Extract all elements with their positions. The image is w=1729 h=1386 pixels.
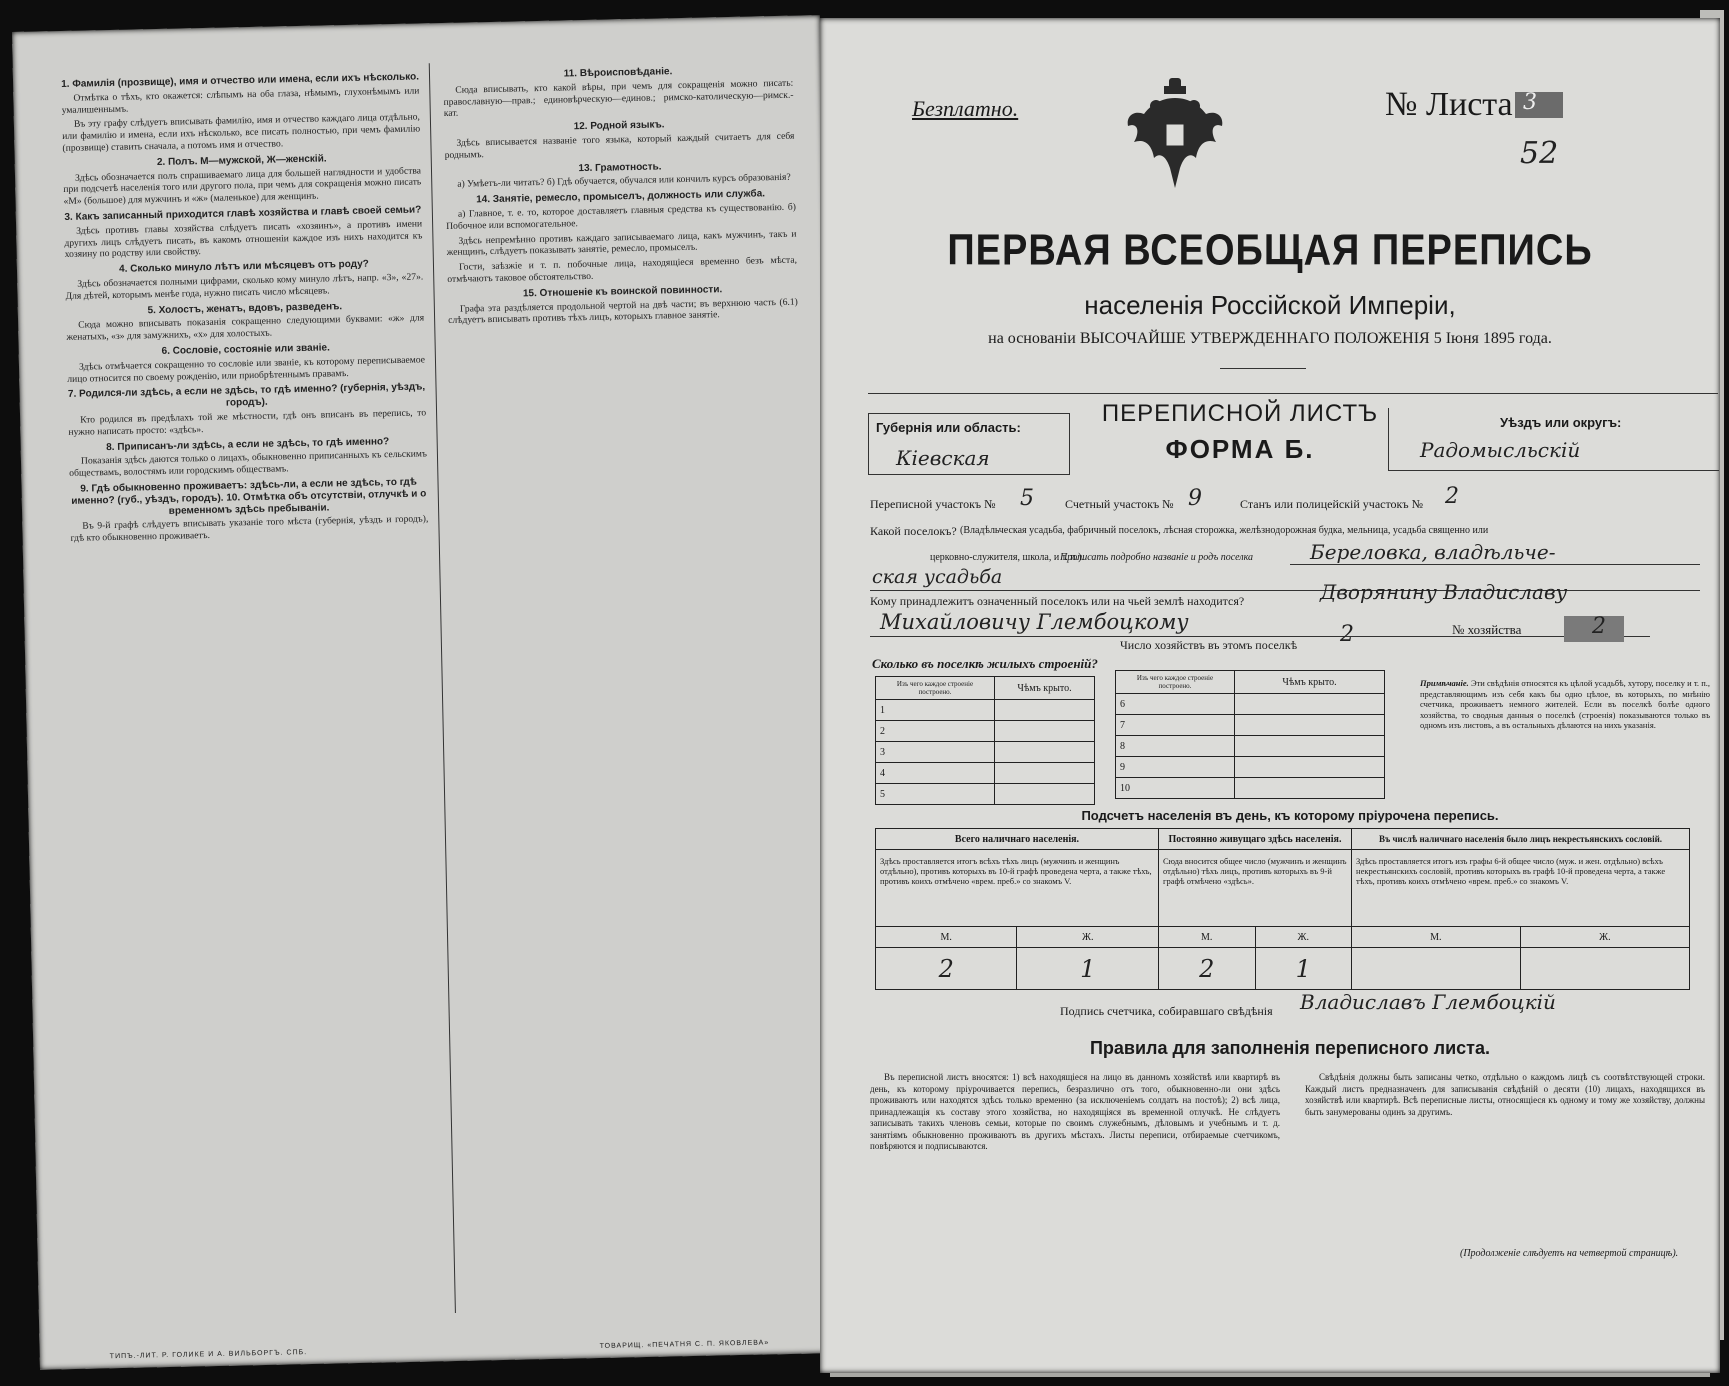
count-area-label: Счетный участокъ № [1065,497,1174,511]
settlement-line-1 [1290,564,1700,565]
count-text-permanent: Сюда вносится общее число (мужчинъ и женщинъ отдѣльно) тѣхъ лицъ, противъ которыхъ въ 9-й графѣ отмѣчено «здѣсь». [1158,850,1351,927]
col-m: М. [1158,927,1255,948]
instruction-paragraph: Здѣсь обозначается полными цифрами, сколько кому минуло лѣтъ, напр. «3», «27». Для дѣтей, которымъ менѣе года, нужно писать число мѣсяцевъ. [65,271,424,302]
bld-row: 7 [1116,715,1235,736]
instruction-heading: 15. Отношеніе къ воинской повинности. [522,283,723,300]
instruction-paragraph: Въ эту графу слѣдуетъ вписывать фамилію, имя и отчество каждаго лица отдѣльно, или фамилію и имена, если ихъ нѣсколько, все писать полностью, при чемъ фамилію (прозвище) ставить сначала, а потомъ имя и отчество. [62,111,421,154]
free-label: Безплатно. [912,96,1019,121]
household-number-value: 2 [1592,614,1606,639]
gubernia-label: Губернія или область: [876,420,1021,435]
instruction-heading: 1. Фамилія (прозвище), имя и отчество или имена, если ихъ нѣсколько. [61,71,420,90]
printer-imprint-right: ТОВАРИЩ. «ПЕЧАТНЯ С. П. ЯКОВЛЕВА» [599,1339,770,1350]
instruction-heading: 4. Сколько минуло лѣтъ или мѣсяцевъ отъ роду? [118,258,369,275]
stan-label: Станъ или полицейскій участокъ № [1240,497,1424,511]
bld-head-material: Изъ чего каждое строеніе построено. [1116,671,1235,694]
col-m: М. [876,927,1017,948]
left-instructions-page [12,15,848,1370]
instructions-column-1 [61,67,445,1324]
owner-label: Кому принадлежитъ означенный поселокъ или на чьей землѣ находится? [870,594,1245,608]
bld-row: 5 [876,784,995,805]
bld-row: 3 [876,742,995,763]
instruction-paragraph: а) Умѣетъ-ли читать? б) Гдѣ обучается, обучался или кончилъ курсъ образованія? [457,172,791,191]
present-male-count: 2 [876,948,1017,990]
instruction-heading: 13. Грамотность. [578,161,662,174]
stan-value: 2 [1445,484,1459,509]
sheet-number-value: 3 [1523,90,1537,115]
bld-row: 8 [1116,736,1235,757]
count-text-non-peasant: Здѣсь проставляется итогъ изъ графы 6-й общее число (муж. и жен. отдѣльно) всѣхъ некрестьянскихъ сословій, противъ которыхъ въ графѣ 10-й проведена черта, а также тѣхъ, противъ коихъ отмѣчено «врем. преб.» со знакомъ V. [1352,850,1690,927]
non-peasant-female-count [1520,948,1689,990]
census-subtitle: населенія Россійской Имперіи, [1084,290,1456,320]
owner-line-2 [870,636,1650,637]
form-b-title: ФОРМА Б. [1165,434,1315,464]
bld-row: 1 [876,700,995,721]
bld-row: 9 [1116,757,1235,778]
count-area-value: 9 [1188,486,1202,511]
instruction-heading: 12. Родной языкъ. [573,119,665,133]
instruction-paragraph: Графа эта раздѣляется продольной чертой на двѣ части; въ верхнюю часть (6.1) слѣдуетъ вписывать противъ тѣхъ лицъ, которыхъ главное занятіе. [448,296,798,327]
census-area-value: 5 [1020,486,1034,511]
settlement-line-2 [870,590,1700,591]
imperial-eagle-emblem [1120,76,1230,196]
signature-value: Владиславъ Глембоцкій [1300,990,1556,1014]
note-text: Эти свѣдѣнія относятся къ цѣлой усадьбѣ, хутору, поселку и т. п., представляющимъ изъ себя какъ бы одно цѣлое, въ которыхъ, по мнѣнію счетчика, проживаетъ немного жителей. Если въ поселкѣ болѣе одного хозяйства, то сводныя данныя о поселкѣ (строенія) показываются только въ одномъ изъ листовъ, а въ остальныхъ дѣлаются на нихъ указанія. [1420,678,1710,731]
instruction-paragraph: Отмѣтка о тѣхъ, кто окажется: слѣпымъ на оба глаза, нѣмымъ, глухонѣмымъ или умалишеннымъ. [61,85,420,116]
title-rule [1220,368,1306,369]
settlement-hint-2: церковно-служителя, школа, и т. п.). [930,552,1084,563]
households-value: 2 [1340,622,1354,647]
bld-row: 4 [876,763,995,784]
instruction-paragraph: Кто родился въ предѣлахъ той же мѣстности, гдѣ онъ вписанъ въ перепись, то нужно написать просто: «здѣсь». [68,407,427,438]
census-title: ПЕРВАЯ ВСЕОБЩАЯ ПЕРЕПИСЬ [947,226,1593,276]
buildings-label: Сколько въ поселкѣ жилыхъ строеній? [872,656,1098,671]
uezd-label: Уѣздъ или округъ: [1500,415,1622,430]
instruction-heading: 3. Какъ записанный приходится главѣ хозяйства и главѣ своей семьи? [64,204,422,223]
instruction-heading: 7. Родился-ли здѣсь, а если не здѣсь, то гдѣ именно? (губернія, уѣздъ, городъ). [67,381,426,409]
census-basis: на основаніи ВЫСОЧАЙШЕ УТВЕРЖДЕННАГО ПОЛОЖЕНІЯ 5 Іюня 1895 года. [988,330,1552,347]
count-text-present: Здѣсь проставляется итогъ всѣхъ тѣхъ лицъ (мужчинъ и женщинъ отдѣльно), противъ которыхъ въ 10-й графѣ проведена черта, а также тѣхъ, противъ коихъ отмѣчено «врем. преб.» со знакомъ V. [876,850,1159,927]
census-area-label: Переписной участокъ № [870,497,996,511]
count-head-present: Всего наличнаго населенія. [876,829,1159,850]
gubernia-value: Кіевская [896,446,990,470]
instruction-paragraph: Здѣсь отмѣчается сокращенно то сословіе или званіе, къ которому переписываемое лицо относится по своему рожденію, или приобрѣтеннымъ правамъ. [67,354,426,385]
instruction-paragraph: а) Главное, т. е. то, которое доставляетъ главныя средства къ существованію. б) Побочное или вспомогательное. [446,201,796,232]
settlement-value-1: Береловка, владѣльче- [1310,540,1556,564]
header-rule-top [868,393,1718,394]
households-label: Число хозяйствъ въ этомъ поселкѣ [1120,638,1298,652]
buildings-table-right [1115,670,1385,799]
instruction-heading: 6. Сословіе, состояніе или званіе. [161,342,330,357]
instruction-heading: 5. Холостъ, женатъ, вдовъ, разведенъ. [147,300,343,316]
present-female-count: 1 [1017,948,1159,990]
census-form-page [820,18,1720,1373]
owner-value-1: Дворянину Владиславу [1320,580,1568,604]
col-m: М. [1352,927,1521,948]
count-head-non-peasant: Въ числѣ наличнаго населенія было лицъ некрестьянскихъ сословій. [1352,829,1690,850]
instruction-paragraph: Показанія здѣсь даются только о лицахъ, обыкновенно приписанныхъ къ сельскимъ обществамъ, волостямъ или городскимъ обществамъ. [69,448,428,480]
note-label: Примѣчаніе. [1420,678,1469,688]
instructions-column-2 [443,60,819,1317]
instruction-paragraph: Гости, заѣзжіе и т. п. побочные лица, находящіеся временно безъ мѣста, отмѣчаютъ таковое обстоятельство. [447,254,798,285]
population-count-table [875,828,1690,990]
instruction-heading: 2. Полъ. М—мужской, Ж—женскій. [156,153,327,168]
list-title: ПЕРЕПИСНОЙ ЛИСТЪ [1101,400,1379,427]
bld-row: 10 [1116,778,1235,799]
instruction-paragraph: Здѣсь вписывается названіе того языка, который каждый считаетъ для себя роднымъ. [444,130,795,161]
signature-label: Подпись счетчика, собиравшаго свѣдѣнія [1060,1004,1273,1018]
instruction-paragraph: Сюда можно вписывать показанія сокращенно следующими буквами: «ж» для женатыхъ, «з» для замужнихъ, «х» для холостыхъ. [66,312,425,344]
col-zh: Ж. [1520,927,1689,948]
printer-imprint-left: ТИПЪ.-ЛИТ. Р. ГОЛИКЕ И А. ВИЛЬБОРГЪ. СПБ. [109,1349,308,1361]
household-number-label: № хозяйства [1452,622,1522,637]
permanent-male-count: 2 [1158,948,1255,990]
instruction-paragraph: Здѣсь непремѣнно противъ каждаго записываемаго лица, какъ мужчинъ, такъ и женщинъ, слѣдуетъ показывать занятіе, ремесло, промыселъ. [446,228,797,259]
col-zh: Ж. [1017,927,1159,948]
count-title: Подсчетъ населенія въ день, къ которому пріурочена перепись. [1081,808,1499,823]
instruction-paragraph: Здѣсь обозначается полъ спрашиваемаго лица для большей наглядности и удобства при подсчетѣ населенія того или другого пола, при чемъ для сокращенія можно писать «М» (большое) для мужчинъ и «ж» (маленькое) для женщинъ. [63,165,422,208]
bld-head-roof: Чѣмъ крыто. [995,677,1095,700]
rules-title: Правила для заполненія переписного листа. [1089,1038,1491,1058]
permanent-female-count: 1 [1255,948,1352,990]
sheet-stamp-number: 52 [1520,136,1559,171]
owner-value-2: Михайловичу Глембоцкому [880,610,1189,634]
buildings-table-left [875,676,1095,805]
instruction-heading: 8. Приписанъ-ли здѣсь, а если не здѣсь, то гдѣ именно? [106,435,390,453]
settlement-label: Какой поселокъ? [870,524,957,538]
bld-head-roof: Чѣмъ крыто. [1235,671,1385,694]
instruction-paragraph: Здѣсь противъ главы хозяйства слѣдуетъ писать «хозяинъ», а противъ имени другихъ лицъ слѣдуетъ писать, въ какомъ отношеніи каждое изъ нихъ находится къ хозяину по родству или свойству. [64,218,423,261]
buildings-note [1420,678,1710,731]
continued-note: (Продолженіе слѣдуетъ на четвертой страницѣ). [1460,1248,1679,1259]
uezd-value: Радомысльскій [1420,438,1581,462]
instruction-heading: 14. Занятіе, ремесло, промыселъ, должность или служба. [476,188,766,206]
settlement-value-2: ская усадьба [872,566,1003,588]
bld-row: 2 [876,721,995,742]
instruction-heading: 11. Вѣроисповѣданіе. [563,66,673,80]
non-peasant-male-count [1352,948,1521,990]
instruction-heading: 9. Гдѣ обыкновенно проживаетъ: здѣсь-ли, а если не здѣсь, то гдѣ именно? (губ., уѣздъ, городъ). 10. Отмѣтка объ отсутствіи, отлучкѣ и о временномъ здѣсь пребываніи. [71,476,427,517]
instruction-paragraph: Въ 9-й графѣ слѣдуетъ вписывать указаніе того мѣста (губернія, уѣздъ и городъ), гдѣ кто обыкновенно проживаетъ. [70,513,429,544]
rules-right-column: Свѣдѣнія должны быть записаны четко, отдѣльно о каждомъ лицѣ съ соотвѣтствующей строки. Каждый листъ предназначенъ для записыванія свѣдѣній о десяти (10) лицахъ, находящихся въ хозяйствѣ или квартирѣ. Всѣ переписные листы, относящіеся къ одному и тому же хозяйству, должны быть занумерованы одинъ за другимъ. [1305,1072,1705,1117]
instruction-paragraph: Сюда вписывать, кто какой вѣры, при чемъ для сокращенія можно писать: православную—прав.; единовѣрческую—единов.; римско-католическую—римск.-кат. [443,77,794,120]
settlement-hint-3: Прописать подробно названіе и родъ поселка [1060,552,1254,563]
bld-row: 6 [1116,694,1235,715]
rules-left-column: Въ переписной листъ вносятся: 1) всѣ находящіеся на лицо въ данномъ хозяйствѣ или квартирѣ въ день, къ которому пріурочивается перепись, безразлично отъ того, обыкновенно-ли они здѣсь проживаютъ или находятся здѣсь только временно (за исключеніемъ солдатъ на постоѣ); 2) всѣ лица, принадлежащія къ составу этого хозяйства, но находящіяся въ временной отлучкѣ. Не слѣдуетъ записывать такихъ членовъ семьи, которые по своимъ служебнымъ, дѣловымъ и учебнымъ и т. д. занятіямъ обыкновенно проживаютъ въ другихъ мѣстахъ. Листы переписи, отбираемые счетчикомъ, повѣряются и подписываются. [870,1072,1280,1151]
sheet-number-label: № Листа [1385,86,1513,123]
col-zh: Ж. [1255,927,1352,948]
settlement-hint: (Владѣльческая усадьба, фабричный поселокъ, лѣсная сторожка, желѣзнодорожная будка, мельница, усадьба священно или [960,525,1489,536]
bld-head-material: Изъ чего каждое строеніе построено. [876,677,995,700]
count-head-permanent: Постоянно живущаго здѣсь населенія. [1158,829,1351,850]
